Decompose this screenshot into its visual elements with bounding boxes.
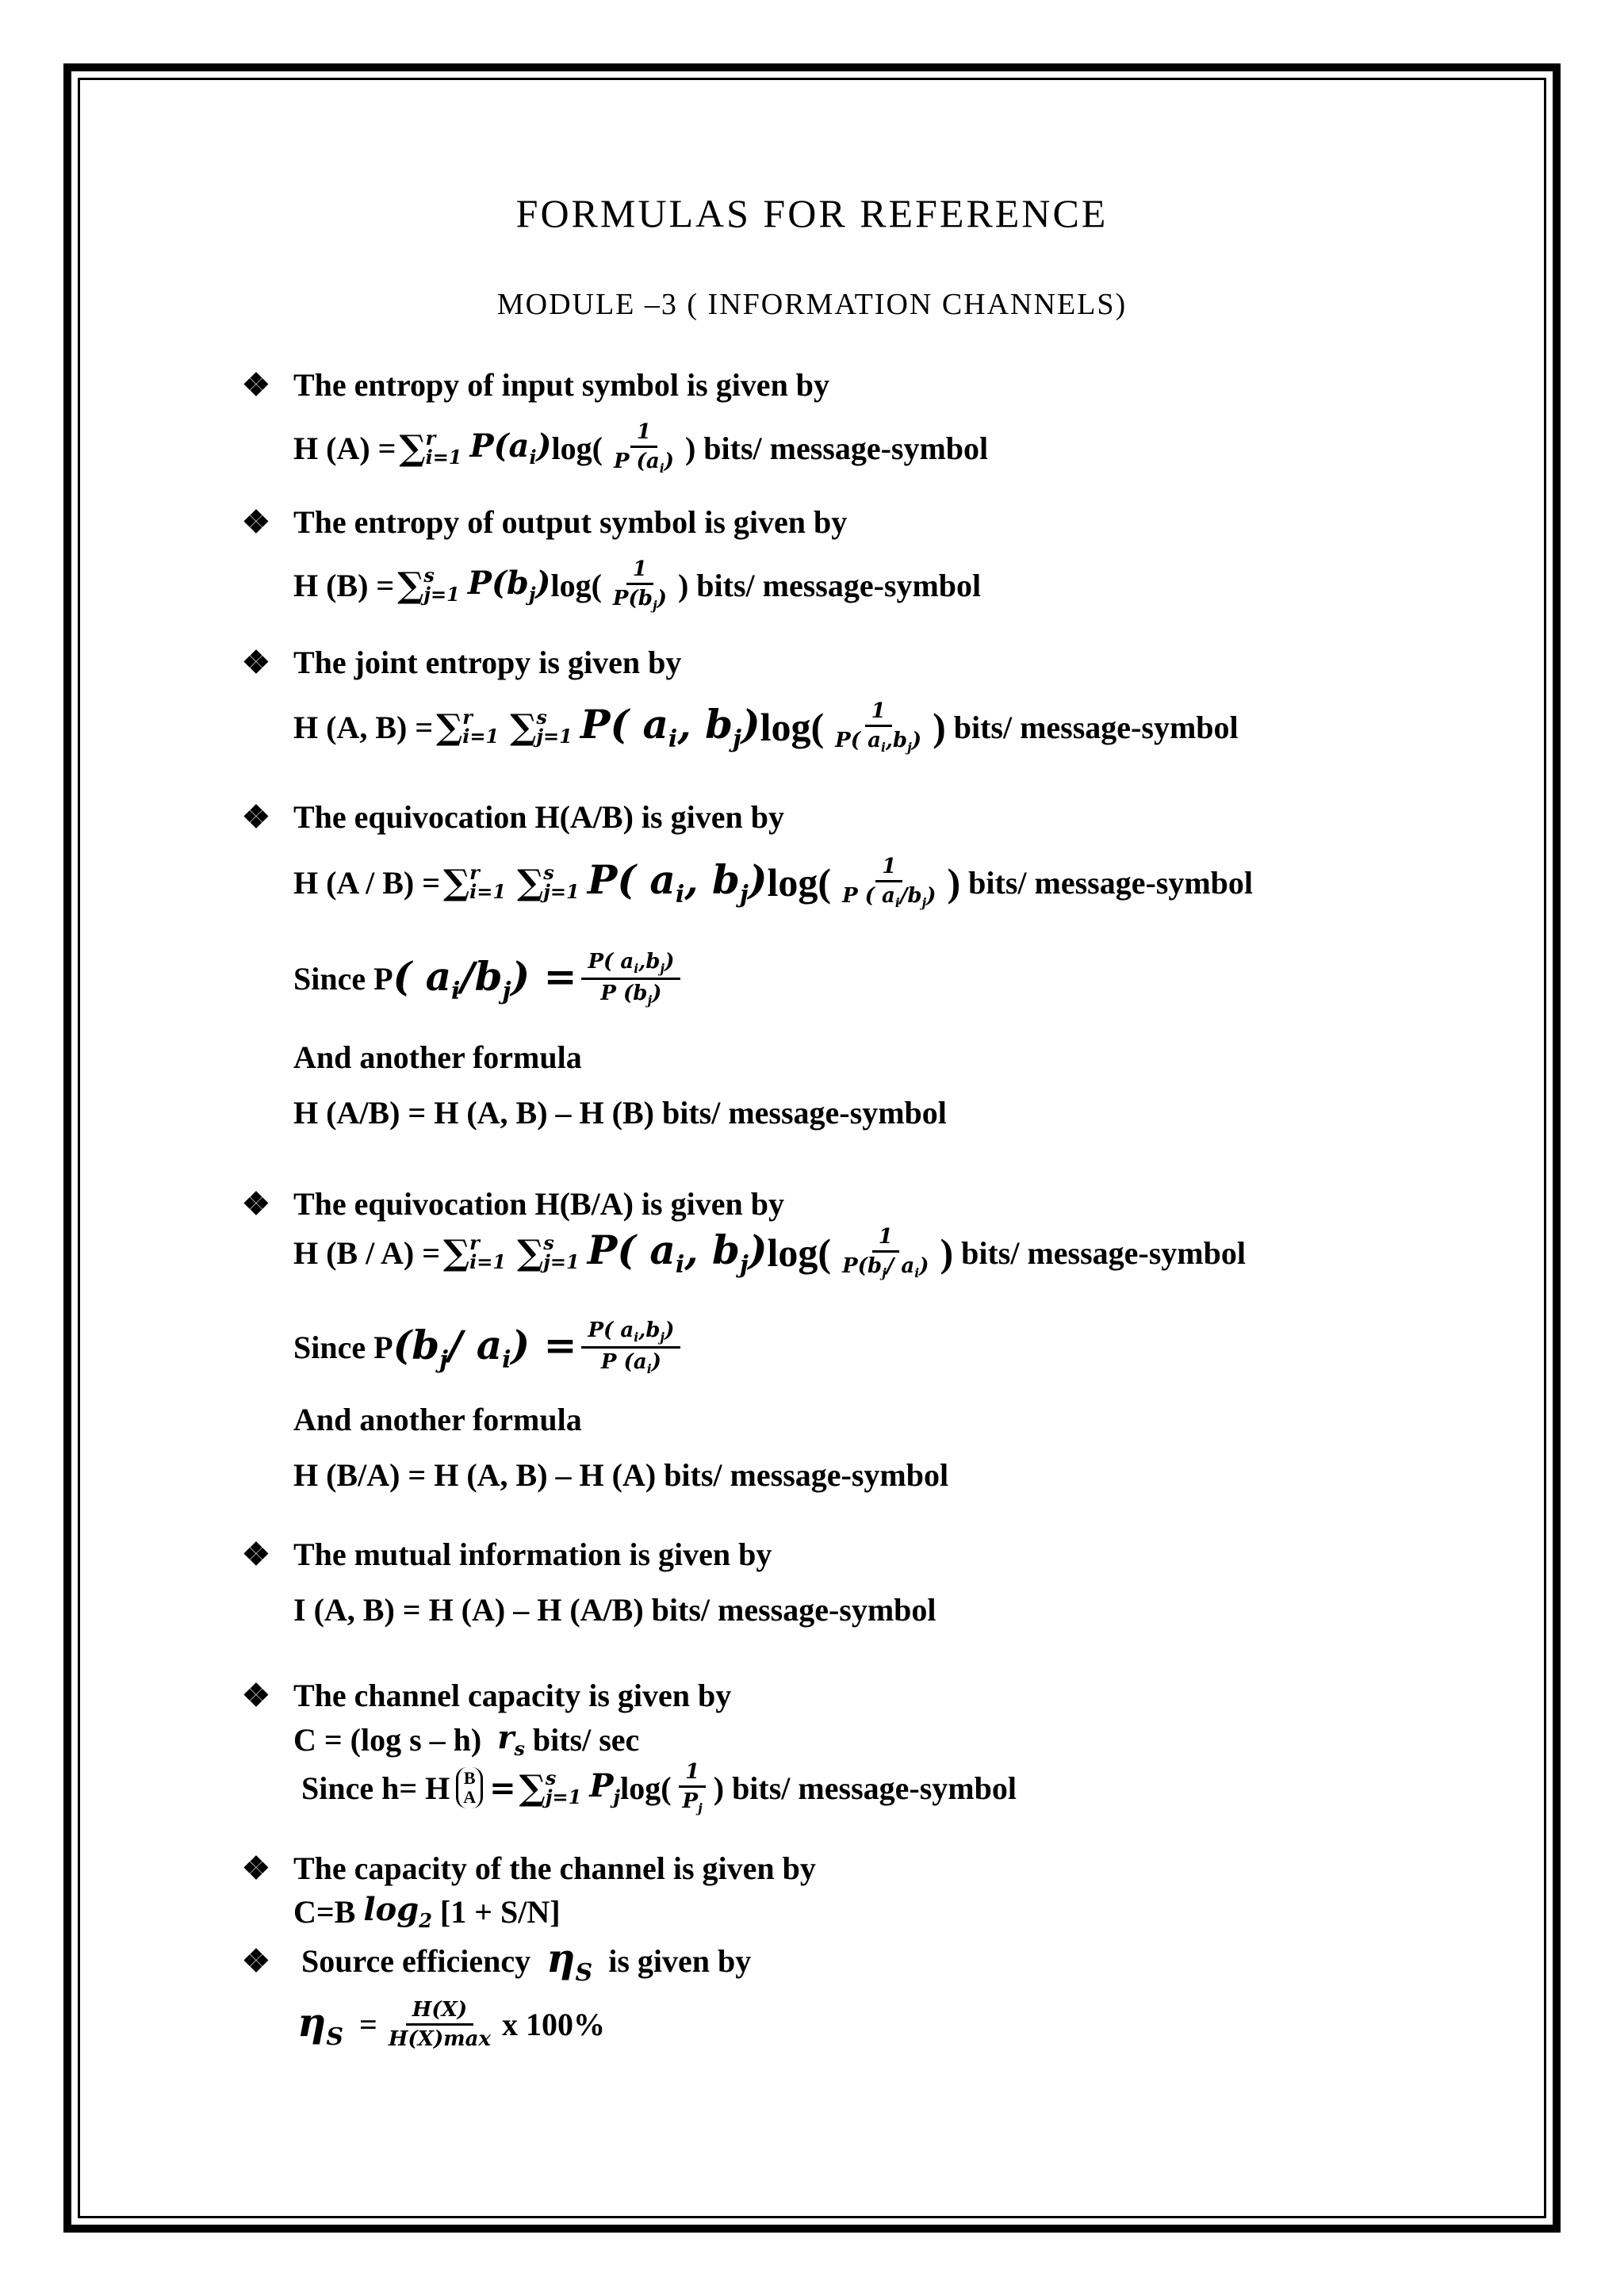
formula-part: bits/ sec	[532, 1721, 640, 1758]
heading-channel-capacity-shannon: The capacity of the channel is given by	[293, 1850, 816, 1886]
since-label: Since h= H	[301, 1770, 450, 1806]
bullet-icon: ❖	[242, 1186, 270, 1222]
bullet-icon: ❖	[242, 367, 270, 403]
bullet-icon: ❖	[242, 1943, 270, 1979]
since-equivocation-ab: Since P ( $a_i/b_j$) = $\frac{P( a_i,b_j)}{P (b_j)}$	[293, 950, 685, 1008]
formula-equivocation-ab: H (A / B) = ∑ r i=1 ∑ s j=1 P( $a_i$, $b_j$) log( $\frac{1}{P ( a_i/b_j)}$ ) bits/ message-symbol	[293, 855, 1254, 911]
heading-output-entropy: The entropy of output symbol is given by	[293, 504, 848, 540]
formula-joint-entropy: H (A, B) = ∑ r i=1 ∑ s j=1 P( $a_i$, $b_j$) log( $\frac{1}{P( a_i,b_j)}$ ) bits/ message-symbol	[293, 699, 1239, 756]
page-subtitle: MODULE –3 ( INFORMATION CHANNELS)	[496, 288, 1128, 321]
since-equivocation-ba: Since P ($b_j/$ $a_i$) = $\frac{P( a_i,b_j)}{P (a_i)}$	[293, 1318, 685, 1376]
formula-part: C=B	[293, 1893, 356, 1930]
since-channel-capacity: Since h= H B A = ∑ s j=1 $P_j$ log( $\frac{1}{P_j}$ ) bits/ message-symbol	[301, 1760, 1017, 1816]
units-text: bits/ message-symbol	[953, 709, 1239, 745]
since-label: Since P	[293, 961, 393, 997]
bullet-icon: ❖	[242, 1850, 270, 1886]
bullet-icon: ❖	[242, 1536, 270, 1572]
units-text: bits/ message-symbol	[703, 430, 989, 466]
formula-channel-capacity: C = (log s – h) $r_s$ bits/ sec	[293, 1719, 640, 1760]
heading-source-efficiency: Source efficiency $\eta_S$ is given by	[301, 1934, 752, 1987]
formula-part: [1 + S/N]	[439, 1893, 561, 1930]
formula-lhs: H (A, B) =	[293, 709, 434, 745]
formula-source-efficiency: $\eta_S$ = $\frac{H(X)}{H(X)\max}$ x 100%	[297, 1998, 606, 2051]
formula-shannon-capacity: C=B $\log_2$ [1 + S/N]	[293, 1891, 561, 1932]
units-text: bits/ message-symbol	[696, 567, 982, 603]
formula-input-entropy: H (A) = ∑ r i=1 $P(a_i)$ log( $\frac{1}{P (a_i)}$ ) bits/ message-symbol	[293, 420, 989, 476]
units-text: bits/ message-symbol	[968, 864, 1254, 901]
formula-lhs: H (B) =	[293, 567, 395, 603]
heading-equivocation-ba: The equivocation H(B/A) is given by	[293, 1186, 784, 1222]
heading-channel-capacity: The channel capacity is given by	[293, 1678, 732, 1713]
formula-lhs: H (A / B) =	[293, 864, 441, 901]
another-formula-label: And another formula	[293, 1039, 582, 1075]
alt-formula-ba: H (B/A) = H (A, B) – H (A) bits/ message-symbol	[293, 1457, 949, 1493]
bullet-icon: ❖	[242, 504, 270, 540]
heading-equivocation-ab: The equivocation H(A/B) is given by	[293, 799, 784, 835]
units-text: bits/ message-symbol	[961, 1234, 1246, 1271]
page-title: FORMULAS FOR REFERENCE	[515, 191, 1109, 235]
bullet-icon: ❖	[242, 799, 270, 835]
bullet-icon: ❖	[242, 645, 270, 680]
heading-mutual-information: The mutual information is given by	[293, 1536, 772, 1572]
heading-joint-entropy: The joint entropy is given by	[293, 645, 682, 680]
formula-part: C = (log s – h)	[293, 1721, 482, 1758]
heading-part: Source efficiency	[301, 1942, 531, 1979]
alt-formula-ab: H (A/B) = H (A, B) – H (B) bits/ message-symbol	[293, 1095, 947, 1131]
formula-mutual-information: I (A, B) = H (A) – H (A/B) bits/ message-symbol	[293, 1592, 936, 1628]
formula-lhs: H (A) =	[293, 430, 396, 466]
another-formula-label: And another formula	[293, 1402, 582, 1437]
formula-equivocation-ba: H (B / A) = ∑ r i=1 ∑ s j=1 P( $a_i$, $b_j$) log( $\frac{1}{P(b_j/ a_i)}$ ) bits/ message-symbol	[293, 1225, 1246, 1281]
bullet-icon: ❖	[242, 1678, 270, 1713]
formula-part: x 100%	[502, 2007, 606, 2042]
heading-part: is given by	[608, 1942, 752, 1979]
formula-output-entropy: H (B) = ∑ s j=1 $P(b_j)$ log( $\frac{1}{P(b_j)}$ ) bits/ message-symbol	[293, 557, 982, 614]
units-text: bits/ message-symbol	[732, 1770, 1017, 1806]
formula-lhs: H (B / A) =	[293, 1234, 441, 1271]
heading-input-entropy: The entropy of input symbol is given by	[293, 367, 830, 403]
since-label: Since P	[293, 1330, 393, 1366]
